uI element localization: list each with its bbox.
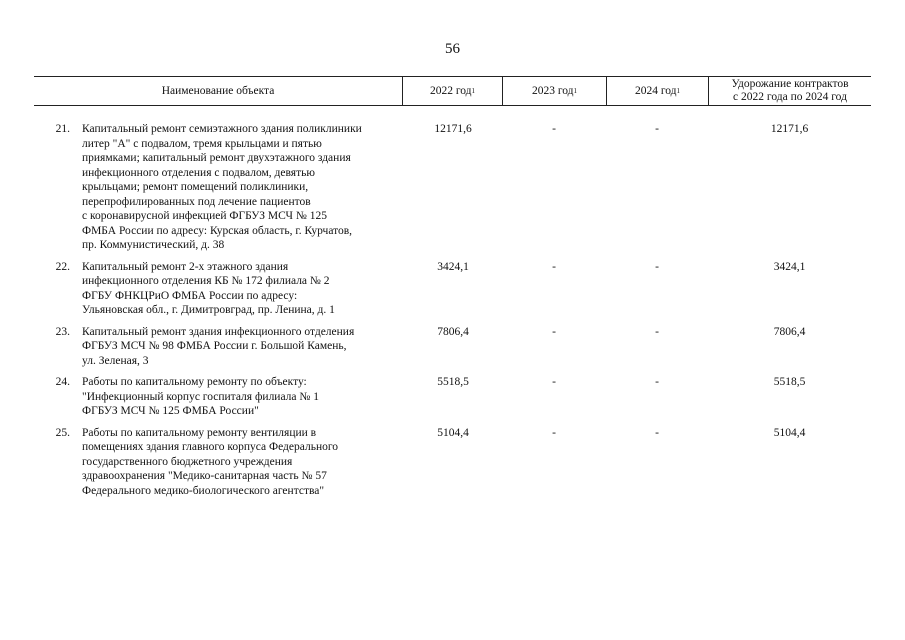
object-name-line: с коронавирусной инфекцией ФГБУЗ МСЧ № 125 xyxy=(82,210,327,222)
row-value-2022: 5104,4 xyxy=(437,426,469,439)
row-object-name xyxy=(80,375,402,419)
object-name-line: ФГБУЗ МСЧ № 98 ФМБА России г. Большой Камень, xyxy=(82,340,347,352)
object-name-line: крыльцами; ремонт помещений поликлиники, xyxy=(82,181,309,193)
row-value-2024: - xyxy=(655,123,659,135)
object-name-line: государственного бюджетного учреждения xyxy=(82,455,293,468)
row-cost-increase: 12171,6 xyxy=(770,123,809,135)
object-name-line: "Инфекционный корпус госпиталя филиала № 1 xyxy=(82,390,319,403)
object-name-line: ФГБУЗ МСЧ № 125 ФМБА России" xyxy=(82,405,259,417)
header-year-2022: 2022 год 1 xyxy=(402,77,502,105)
repair-costs-table xyxy=(34,76,871,505)
header-year-2024-label: 2024 год xyxy=(634,84,677,97)
row-cost-increase: 7806,4 xyxy=(773,325,806,338)
row-cost-increase: 5518,5 xyxy=(773,376,806,388)
object-name-line: Федерального медико-биологического агентства" xyxy=(82,484,325,497)
row-object-name xyxy=(80,325,402,369)
object-name-line: Работы по капитальному ремонту по объекту: xyxy=(82,376,307,388)
row-value-2022: 7806,4 xyxy=(437,325,469,338)
row-value-2023: - xyxy=(552,325,556,338)
page-number: 56 xyxy=(445,41,460,57)
header-year-2022-label: 2022 год xyxy=(429,84,472,97)
object-name-line: перепрофилированных под лечение пациентов xyxy=(82,195,311,208)
object-name-line: Капитальный ремонт 2-х этажного здания xyxy=(82,260,289,273)
object-name-line: Ульяновская обл., г. Димитровград, пр. Ленина, д. 1 xyxy=(82,304,335,316)
row-value-2023: - xyxy=(552,123,556,135)
row-number: 25. xyxy=(55,426,70,439)
row-object-name xyxy=(80,260,402,318)
object-name-line: приямками; капитальный ремонт двухэтажного здания xyxy=(82,152,351,164)
row-value-2024: - xyxy=(655,376,659,388)
row-object-name xyxy=(80,426,402,499)
row-value-2024: - xyxy=(655,426,659,439)
row-value-2023: - xyxy=(552,426,556,439)
object-name-line: инфекционного отделения с подвалом, девятью xyxy=(82,166,315,179)
object-name-line: помещениях здания главного корпуса Федерального xyxy=(82,441,339,453)
header-object-name xyxy=(34,77,402,105)
row-number: 23. xyxy=(55,325,70,338)
row-number: 21. xyxy=(55,123,70,135)
row-value-2024: - xyxy=(655,260,659,273)
object-name-line: Капитальный ремонт здания инфекционного отделения xyxy=(82,325,355,338)
row-number: 24. xyxy=(55,376,70,388)
header-year-2024: 2024 год 1 xyxy=(606,77,708,105)
row-number: 22. xyxy=(55,260,70,273)
header-cost-increase xyxy=(708,77,871,105)
header-year-2023: 2023 год 1 xyxy=(502,77,606,105)
row-value-2022: 5518,5 xyxy=(437,376,469,388)
object-name-line: Работы по капитальному ремонту вентиляции в xyxy=(82,426,317,439)
row-value-2023: - xyxy=(552,260,556,273)
header-object-name-label: Наименование объекта xyxy=(161,84,275,97)
row-value-2022: 3424,1 xyxy=(437,260,469,273)
object-name-line: Капитальный ремонт семиэтажного здания поликлиники xyxy=(82,123,362,135)
table-row xyxy=(34,375,871,419)
row-value-2024: - xyxy=(655,325,659,338)
row-object-name xyxy=(80,122,402,253)
object-name-line: здравоохранения "Медико-санитарная часть № 57 xyxy=(82,470,327,482)
header-cost-increase-line2: с 2022 года по 2024 год xyxy=(733,91,847,103)
header-cost-increase-line1: Удорожание контрактов xyxy=(731,78,849,90)
object-name-line: ФГБУ ФНКЦРиО ФМБА России по адресу: xyxy=(82,289,298,302)
table-body xyxy=(34,106,871,498)
object-name-line: ул. Зеленая, 3 xyxy=(82,354,149,367)
table-row xyxy=(34,260,871,318)
header-year-2023-label: 2023 год xyxy=(531,84,574,97)
table-row xyxy=(34,325,871,369)
table-row xyxy=(34,122,871,253)
object-name-line: ФМБА России по адресу: Курская область, г. Курчатов, xyxy=(82,224,353,237)
row-cost-increase: 5104,4 xyxy=(773,426,806,439)
object-name-line: инфекционного отделения КБ № 172 филиала № 2 xyxy=(82,275,330,287)
table-header xyxy=(34,76,871,106)
object-name-line: литер "А" с подвалом, тремя крыльцами и пятью xyxy=(82,137,322,150)
row-value-2022: 12171,6 xyxy=(434,123,472,135)
table-row xyxy=(34,426,871,499)
header-cost-increase-label xyxy=(731,78,848,104)
row-value-2023: - xyxy=(552,376,556,388)
object-name-line: пр. Коммунистический, д. 38 xyxy=(82,239,225,251)
row-cost-increase: 3424,1 xyxy=(773,260,806,273)
